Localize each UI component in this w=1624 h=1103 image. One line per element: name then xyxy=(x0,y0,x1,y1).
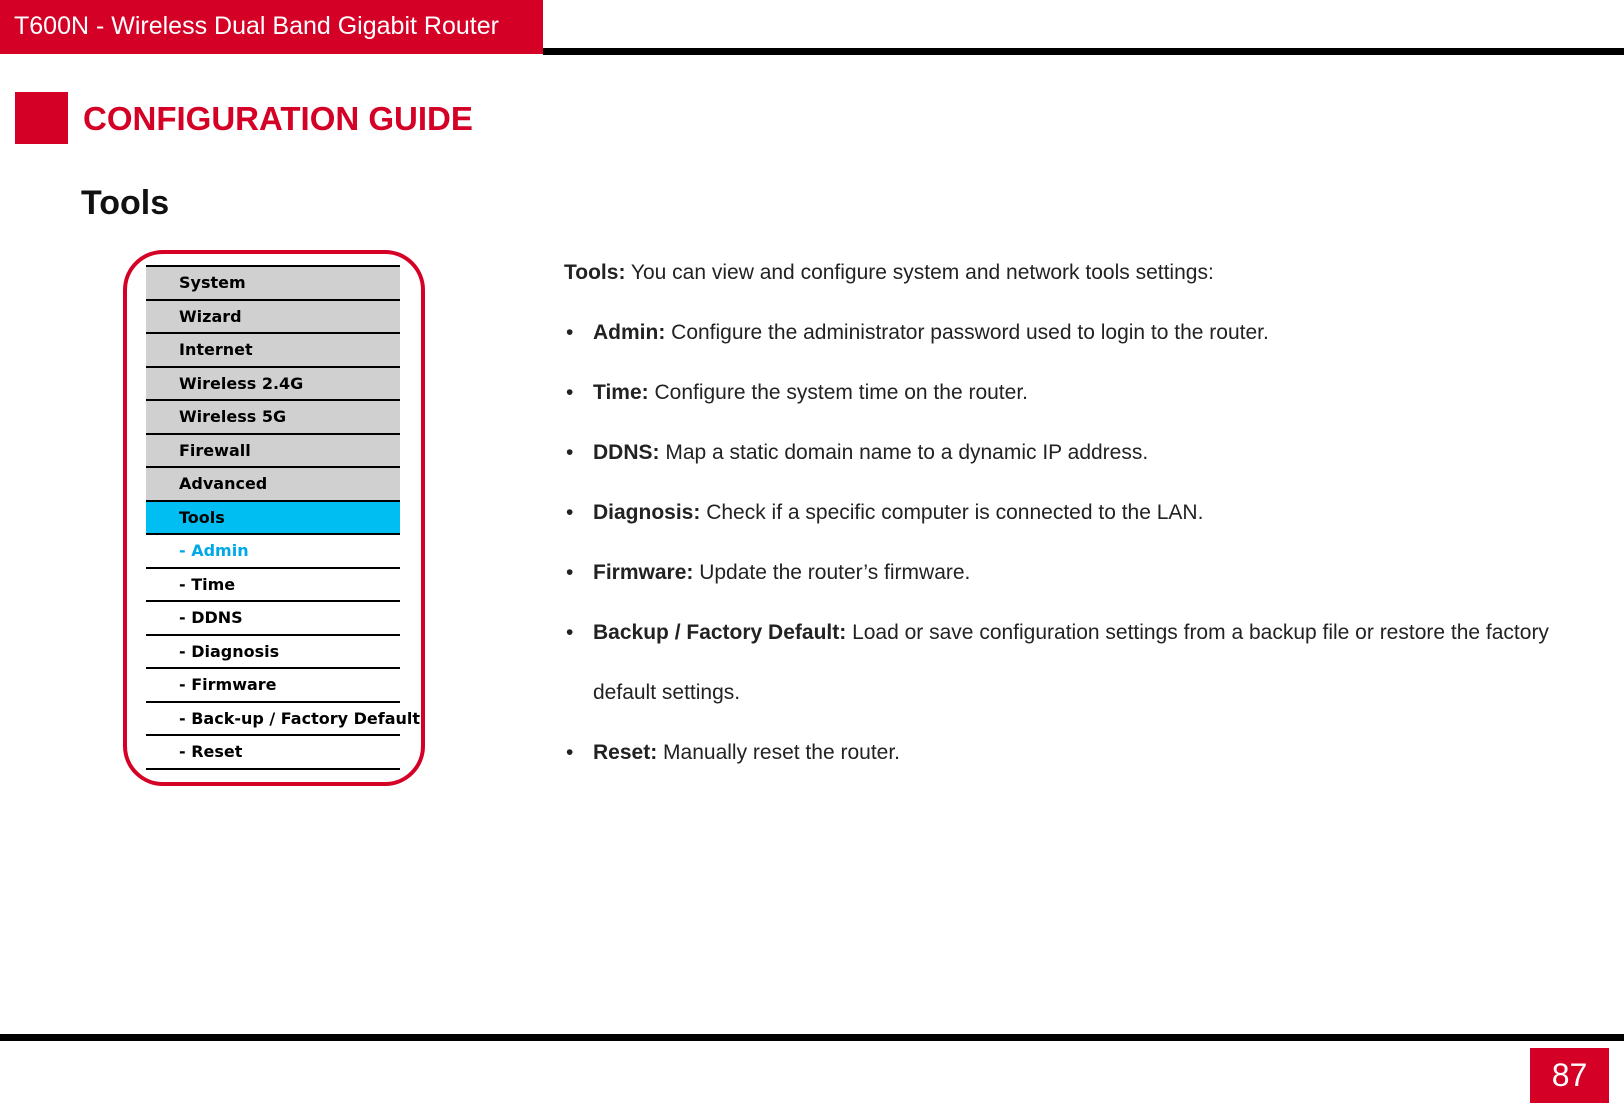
tool-description-item xyxy=(564,495,1574,531)
menu-item-tools[interactable]: Tools xyxy=(146,502,400,536)
tool-description-label: Admin: xyxy=(593,321,666,344)
menu-item-admin[interactable]: - Admin xyxy=(146,535,400,569)
menu-item-wireless-2-4g[interactable]: Wireless 2.4G xyxy=(146,368,400,402)
tool-description-text: Configure the system time on the router. xyxy=(648,381,1028,404)
tool-description-item xyxy=(564,435,1574,471)
menu-item-advanced[interactable]: Advanced xyxy=(146,468,400,502)
tool-description-item xyxy=(564,315,1574,351)
tool-description-label: Reset: xyxy=(593,741,658,764)
page-number: 87 xyxy=(1530,1048,1609,1103)
product-title-tab xyxy=(0,0,543,54)
tool-description-item xyxy=(564,603,1574,723)
tool-description-item xyxy=(564,555,1574,591)
tool-description-item xyxy=(564,375,1574,411)
tool-description-text: Map a static domain name to a dynamic IP address. xyxy=(659,441,1149,464)
tool-description-text: Load or save configuration settings from a backup file or restore the factory default settings. xyxy=(593,621,1549,704)
menu-item-wireless-5g[interactable]: Wireless 5G xyxy=(146,401,400,435)
menu-item-ddns[interactable]: - DDNS xyxy=(146,602,400,636)
tool-description-text: Update the router’s firmware. xyxy=(693,561,971,584)
menu-item-firewall[interactable]: Firewall xyxy=(146,435,400,469)
menu-item-time[interactable]: - Time xyxy=(146,569,400,603)
menu-item-diagnosis[interactable]: - Diagnosis xyxy=(146,636,400,670)
guide-title: CONFIGURATION GUIDE xyxy=(83,100,473,137)
tool-description-label: Diagnosis: xyxy=(593,501,701,524)
top-divider xyxy=(543,48,1624,55)
menu-item-internet[interactable]: Internet xyxy=(146,334,400,368)
tool-description-item xyxy=(564,735,1574,771)
content-area xyxy=(564,255,1574,795)
tool-description-label: DDNS: xyxy=(593,441,660,464)
router-menu xyxy=(146,265,421,770)
menu-item-reset[interactable]: - Reset xyxy=(146,736,400,770)
tool-description-label: Firmware: xyxy=(593,561,694,584)
menu-item-system[interactable]: System xyxy=(146,267,400,301)
tool-description-text: Check if a specific computer is connected to the LAN. xyxy=(700,501,1204,524)
tool-descriptions xyxy=(564,315,1574,771)
section-title: Tools xyxy=(81,184,170,222)
tool-description-text: Configure the administrator password used to login to the router. xyxy=(665,321,1269,344)
guide-marker-square xyxy=(15,92,68,144)
menu-item-back-up-factory-default[interactable]: - Back-up / Factory Default xyxy=(146,703,400,737)
menu-item-firmware[interactable]: - Firmware xyxy=(146,669,400,703)
intro-text: You can view and configure system and network tools settings: xyxy=(625,261,1214,284)
bottom-divider xyxy=(0,1034,1624,1041)
tool-description-text: Manually reset the router. xyxy=(657,741,900,764)
product-title: T600N - Wireless Dual Band Gigabit Router xyxy=(14,12,499,40)
intro-label: Tools: xyxy=(564,261,626,284)
intro-paragraph xyxy=(564,255,1574,291)
tool-description-label: Time: xyxy=(593,381,649,404)
menu-item-wizard[interactable]: Wizard xyxy=(146,301,400,335)
tool-description-label: Backup / Factory Default: xyxy=(593,621,847,644)
